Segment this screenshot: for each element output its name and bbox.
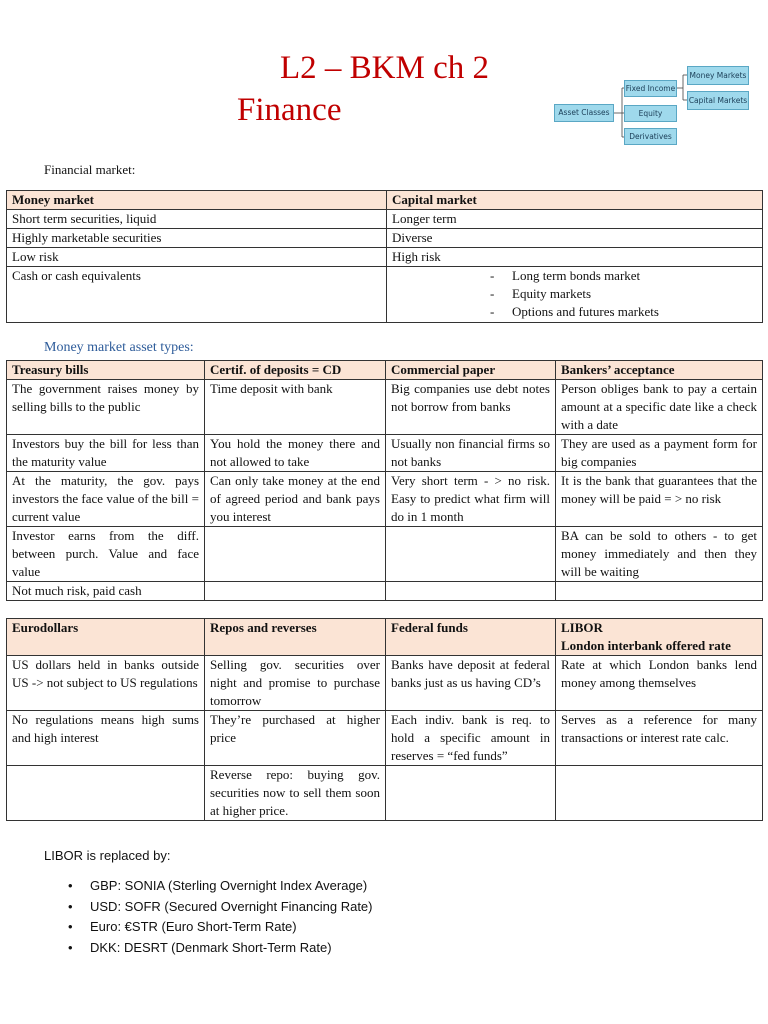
header-libor-subtitle: London interbank offered rate	[561, 638, 731, 653]
table-cell: Person obliges bank to pay a certain amount at a specific date like a check with a date	[556, 380, 763, 435]
table-cell: BA can be sold to others - to get money immediately and then they will be waiting	[556, 527, 763, 582]
diagram-box-equity: Equity	[624, 105, 677, 122]
table-cell: Cash or cash equivalents	[7, 267, 387, 323]
table-cell: They’re purchased at higher price	[205, 711, 386, 766]
table-cell: Longer term	[387, 210, 763, 229]
table-cell: Highly marketable securities	[7, 229, 387, 248]
diagram-box-capital-markets: Capital Markets	[687, 91, 749, 110]
header-money-market: Money market	[7, 191, 387, 210]
header-eurodollars: Eurodollars	[7, 619, 205, 656]
table-cell: The government raises money by selling bills to the public	[7, 380, 205, 435]
libor-replacement-list	[44, 876, 373, 958]
table-cell	[205, 582, 386, 601]
table-cell: Not much risk, paid cash	[7, 582, 205, 601]
header-libor-title: LIBOR	[561, 620, 603, 635]
list-item: - Options and futures markets	[392, 303, 757, 321]
table-cell	[556, 766, 763, 821]
table-cell: You hold the money there and not allowed to take	[205, 435, 386, 472]
financial-market-label: Financial market:	[44, 162, 136, 177]
table-cell: It is the bank that guarantees that the money will be paid = > no risk	[556, 472, 763, 527]
table-row	[7, 766, 763, 821]
money-market-heading: Money market asset types:	[44, 340, 194, 355]
table-cell: Investor earns from the diff. between purch. Value and face value	[7, 527, 205, 582]
table-cell	[205, 527, 386, 582]
asset-classes-diagram	[552, 60, 764, 152]
diagram-box-fixed-income: Fixed Income	[624, 80, 677, 97]
table-cell: Low risk	[7, 248, 387, 267]
table-cell	[556, 582, 763, 601]
header-commercial-paper: Commercial paper	[386, 361, 556, 380]
page-title-line1: L2 – BKM ch 2	[280, 50, 489, 86]
table-row	[7, 248, 763, 267]
table-row	[7, 435, 763, 472]
libor-replacement-heading: LIBOR is replaced by:	[44, 848, 171, 863]
table-cell: Short term securities, liquid	[7, 210, 387, 229]
table-row	[7, 472, 763, 527]
table-row	[7, 267, 763, 323]
header-capital-market: Capital market	[387, 191, 763, 210]
table-cell: Can only take money at the end of agreed period and bank pays you interest	[205, 472, 386, 527]
table-row	[7, 711, 763, 766]
header-certificates-of-deposit: Certif. of deposits = CD	[205, 361, 386, 380]
table-row	[7, 210, 763, 229]
table-cell: Very short term - > no risk. Easy to predict what firm will do in 1 month	[386, 472, 556, 527]
list-item: • DKK: DESRT (Denmark Short-Term Rate)	[90, 938, 373, 959]
table-cell	[386, 582, 556, 601]
table-cell: At the maturity, the gov. pays investors the face value of the bill = current value	[7, 472, 205, 527]
table-header-row	[7, 361, 763, 380]
table-cell: Usually non financial firms so not banks	[386, 435, 556, 472]
table-cell: Selling gov. securities over night and promise to purchase tomorrow	[205, 656, 386, 711]
table-cell	[7, 766, 205, 821]
table-cell: Rate at which London banks lend money among themselves	[556, 656, 763, 711]
list-item: • USD: SOFR (Secured Overnight Financing Rate)	[90, 897, 373, 918]
table-row	[7, 229, 763, 248]
capital-market-list-cell	[387, 267, 763, 323]
list-item: • GBP: SONIA (Sterling Overnight Index Average)	[90, 876, 373, 897]
market-comparison-table	[6, 190, 763, 323]
header-repos: Repos and reverses	[205, 619, 386, 656]
header-bankers-acceptance: Bankers’ acceptance	[556, 361, 763, 380]
list-item: • Euro: €STR (Euro Short-Term Rate)	[90, 917, 373, 938]
table-cell: They are used as a payment form for big companies	[556, 435, 763, 472]
table-cell: US dollars held in banks outside US -> not subject to US regulations	[7, 656, 205, 711]
table-cell: Serves as a reference for many transactions or interest rate calc.	[556, 711, 763, 766]
table-cell: Diverse	[387, 229, 763, 248]
table-cell: Big companies use debt notes not borrow from banks	[386, 380, 556, 435]
header-federal-funds: Federal funds	[386, 619, 556, 656]
table-cell: Banks have deposit at federal banks just as us having CD’s	[386, 656, 556, 711]
table-row	[7, 656, 763, 711]
other-instruments-table	[6, 618, 763, 821]
diagram-box-derivatives: Derivatives	[624, 128, 677, 145]
table-row	[7, 380, 763, 435]
page-title-line2: Finance	[237, 92, 342, 128]
table-cell: High risk	[387, 248, 763, 267]
header-treasury-bills: Treasury bills	[7, 361, 205, 380]
money-market-types-table	[6, 360, 763, 601]
list-item: - Equity markets	[392, 285, 757, 303]
table-header-row	[7, 619, 763, 656]
header-libor	[556, 619, 763, 656]
table-cell: Time deposit with bank	[205, 380, 386, 435]
table-cell: Reverse repo: buying gov. securities now to sell them soon at higher price.	[205, 766, 386, 821]
list-item: - Long term bonds market	[392, 267, 757, 285]
table-cell: Investors buy the bill for less than the maturity value	[7, 435, 205, 472]
table-cell: No regulations means high sums and high interest	[7, 711, 205, 766]
table-cell: Each indiv. bank is req. to hold a specific amount in reserves = “fed funds”	[386, 711, 556, 766]
diagram-box-asset-classes: Asset Classes	[554, 104, 614, 122]
table-cell	[386, 527, 556, 582]
table-cell	[386, 766, 556, 821]
capital-market-list	[392, 267, 757, 321]
table-row	[7, 582, 763, 601]
diagram-box-money-markets: Money Markets	[687, 66, 749, 85]
table-header-row	[7, 191, 763, 210]
table-row	[7, 527, 763, 582]
